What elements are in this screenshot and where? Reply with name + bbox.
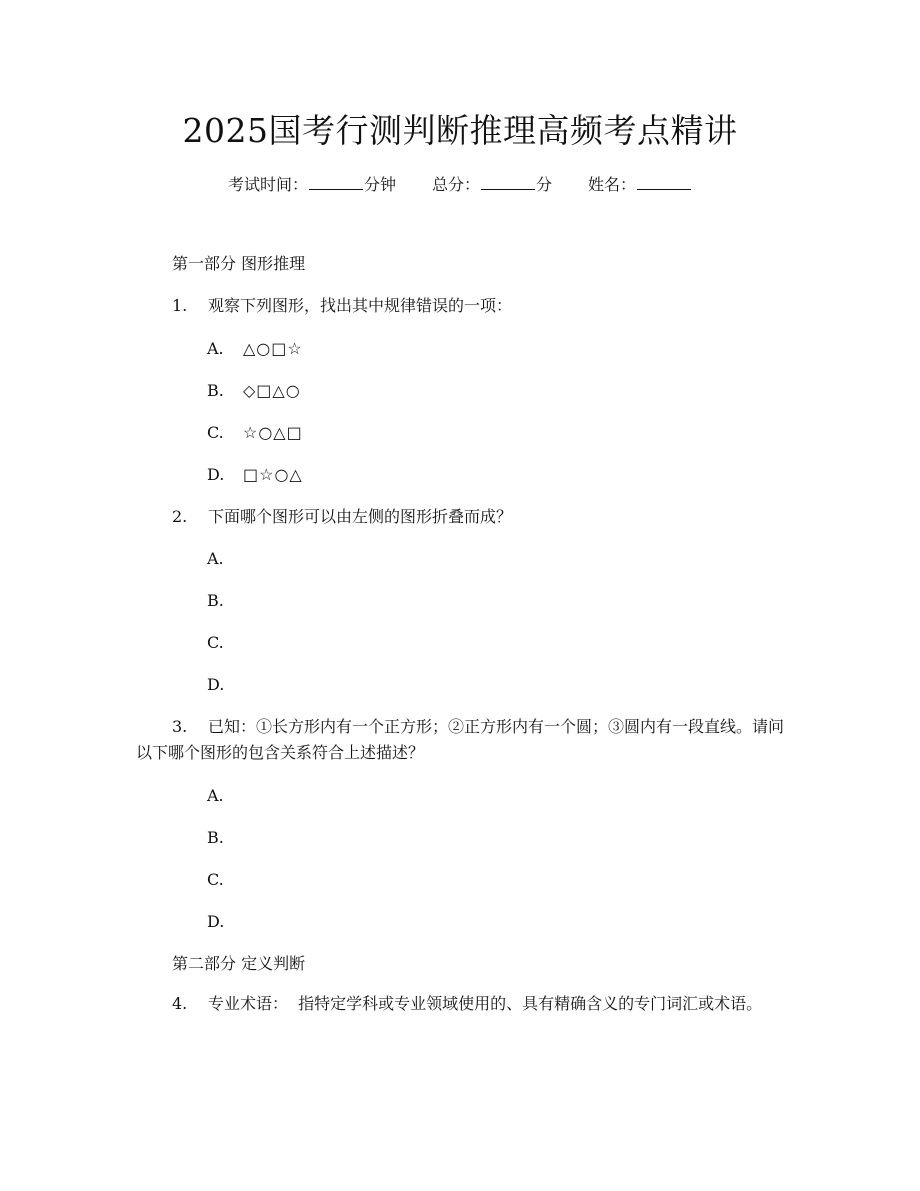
name-blank: [637, 173, 691, 190]
time-label: 考试时间：: [227, 175, 308, 194]
option-label: A.: [207, 786, 224, 805]
question-number: 4.: [172, 994, 188, 1013]
question-1: [172, 294, 512, 318]
question-number: 2.: [172, 507, 188, 526]
time-blank: [309, 173, 363, 190]
q3-option-b: [207, 826, 243, 850]
score-label: 总分：: [431, 175, 480, 194]
q1-option-a: [207, 337, 303, 361]
option-label: D.: [207, 675, 225, 694]
option-label: B.: [207, 828, 224, 847]
question-text: 已知：①长方形内有一个正方形；②正方形内有一个圆；③圆内有一段直线。请问以下哪个图形的包含关系符合上述描述？: [136, 717, 785, 762]
option-shapes: ☆○△□: [243, 423, 303, 442]
q2-option-b: [207, 589, 243, 613]
q2-option-d: [207, 673, 243, 697]
q2-option-c: [207, 631, 243, 655]
option-label: B.: [207, 381, 224, 400]
q2-option-a: [207, 547, 243, 571]
question-text: 下面哪个图形可以由左侧的图形折叠而成？: [208, 507, 513, 526]
name-label: 姓名：: [588, 175, 637, 194]
question-text: 观察下列图形，找出其中规律错误的一项：: [208, 296, 513, 315]
option-label: A.: [207, 339, 224, 358]
option-label: A.: [207, 549, 224, 568]
option-label: C.: [207, 870, 224, 889]
option-shapes: ◇□△○: [243, 381, 301, 400]
question-number: 3.: [172, 717, 188, 736]
option-label: D.: [207, 465, 225, 484]
score-unit: 分: [536, 175, 553, 194]
question-4: [136, 991, 786, 1017]
option-label: C.: [207, 633, 224, 652]
q3-option-d: [207, 910, 243, 934]
score-blank: [481, 173, 535, 190]
q3-option-c: [207, 868, 243, 892]
question-2: [172, 505, 512, 529]
q3-option-a: [207, 784, 243, 808]
option-label: C.: [207, 423, 224, 442]
option-shapes: □☆○△: [243, 465, 303, 484]
q1-option-c: [207, 421, 303, 445]
question-number: 1.: [172, 296, 188, 315]
section-heading-2: 第二部分 定义判断: [172, 954, 306, 973]
time-unit: 分钟: [363, 175, 396, 194]
question-text: 专业术语： 指特定学科或专业领域使用的、具有精确含义的专门词汇或术语。: [208, 994, 763, 1013]
page-title: 2025国考行测判断推理高频考点精讲: [182, 111, 738, 150]
section-heading-1: 第一部分 图形推理: [172, 254, 306, 273]
exam-meta: [0, 173, 920, 197]
option-label: B.: [207, 591, 224, 610]
question-3: [136, 714, 786, 766]
option-label: D.: [207, 912, 225, 931]
option-shapes: △○□☆: [243, 339, 303, 358]
q1-option-b: [207, 379, 301, 403]
q1-option-d: [207, 463, 303, 487]
